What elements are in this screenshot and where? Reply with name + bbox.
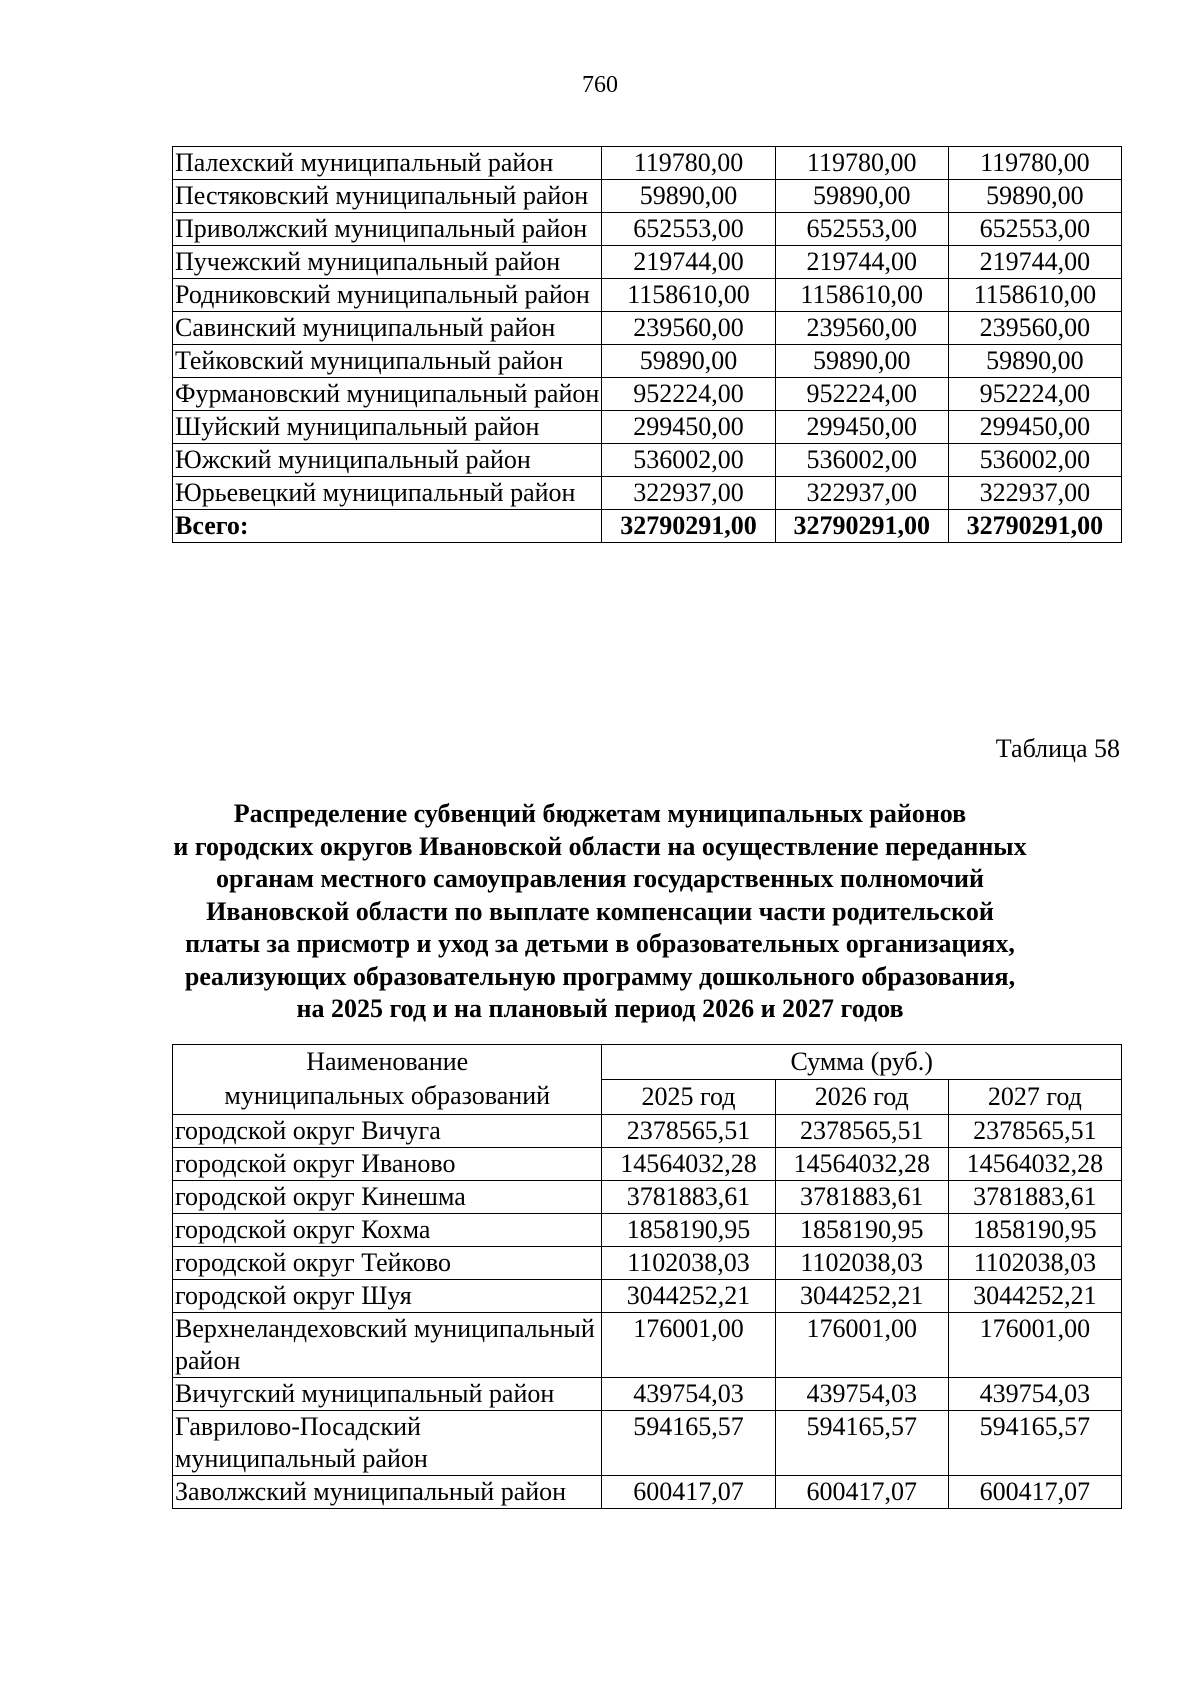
title-line: и городских округов Ивановской области на осуществление переданных (173, 831, 1027, 861)
table-top-continuation (172, 146, 1122, 543)
table-row (173, 510, 1122, 543)
value-cell: 239560,00 (775, 312, 948, 345)
header-name-line: муниципальных образований (224, 1081, 551, 1110)
row-name-cell: городской округ Иваново (173, 1148, 602, 1181)
value-cell: 1158610,00 (602, 279, 775, 312)
title-line: на 2025 год и на плановый период 2026 и 2027 годов (296, 994, 904, 1023)
table-row (173, 246, 1122, 279)
value-cell: 652553,00 (948, 213, 1121, 246)
row-name-cell: Вичугский муниципальный район (173, 1378, 602, 1411)
table-row (173, 1280, 1122, 1313)
row-name-cell: Фурмановский муниципальный район (173, 378, 602, 411)
value-cell: 176001,00 (602, 1313, 775, 1378)
value-cell: 652553,00 (775, 213, 948, 246)
title-line: платы за присмотр и уход за детьми в образовательных организациях, (185, 929, 1015, 958)
table-row (173, 312, 1122, 345)
table-row (173, 477, 1122, 510)
value-cell: 322937,00 (775, 477, 948, 510)
value-cell: 536002,00 (948, 444, 1121, 477)
value-cell: 1158610,00 (775, 279, 948, 312)
value-cell: 32790291,00 (948, 510, 1121, 543)
row-name-cell: Родниковский муниципальный район (173, 279, 602, 312)
value-cell: 176001,00 (775, 1313, 948, 1378)
row-name-cell: Заволжский муниципальный район (173, 1476, 602, 1509)
value-cell: 1858190,95 (775, 1214, 948, 1247)
value-cell: 439754,03 (775, 1378, 948, 1411)
value-cell: 536002,00 (775, 444, 948, 477)
value-cell: 219744,00 (775, 246, 948, 279)
row-name-cell: Верхнеландеховский муниципальный район (173, 1313, 602, 1378)
value-cell: 536002,00 (602, 444, 775, 477)
table-row (173, 147, 1122, 180)
value-cell: 952224,00 (775, 378, 948, 411)
value-cell: 3044252,21 (602, 1280, 775, 1313)
table-58 (172, 1044, 1122, 1509)
value-cell: 14564032,28 (948, 1148, 1121, 1181)
table-row (173, 1148, 1122, 1181)
value-cell: 59890,00 (775, 345, 948, 378)
value-cell: 119780,00 (775, 147, 948, 180)
header-year-cell: 2027 год (948, 1080, 1121, 1115)
value-cell: 219744,00 (602, 246, 775, 279)
table-row (173, 1313, 1122, 1378)
value-cell: 299450,00 (948, 411, 1121, 444)
value-cell: 594165,57 (948, 1411, 1121, 1476)
table-row (173, 279, 1122, 312)
value-cell: 3781883,61 (775, 1181, 948, 1214)
header-year-cell: 2025 год (602, 1080, 775, 1115)
table-caption: Таблица 58 (995, 734, 1120, 763)
row-name-cell: Приволжский муниципальный район (173, 213, 602, 246)
table-row (173, 345, 1122, 378)
value-cell: 439754,03 (948, 1378, 1121, 1411)
value-cell: 219744,00 (948, 246, 1121, 279)
table-row (173, 1115, 1122, 1148)
value-cell: 14564032,28 (602, 1148, 775, 1181)
value-cell: 1858190,95 (602, 1214, 775, 1247)
header-name-cell (173, 1045, 602, 1115)
value-cell: 2378565,51 (602, 1115, 775, 1148)
value-cell: 1858190,95 (948, 1214, 1121, 1247)
value-cell: 239560,00 (948, 312, 1121, 345)
value-cell: 652553,00 (602, 213, 775, 246)
row-name-cell: Пестяковский муниципальный район (173, 180, 602, 213)
value-cell: 299450,00 (775, 411, 948, 444)
title-line: реализующих образовательную программу дошкольного образования, (184, 961, 1016, 991)
value-cell: 322937,00 (948, 477, 1121, 510)
value-cell: 119780,00 (948, 147, 1121, 180)
value-cell: 14564032,28 (775, 1148, 948, 1181)
value-cell: 952224,00 (948, 378, 1121, 411)
row-name-cell: городской округ Шуя (173, 1280, 602, 1313)
row-name-cell: городской округ Кинешма (173, 1181, 602, 1214)
value-cell: 2378565,51 (775, 1115, 948, 1148)
row-name-cell: Южский муниципальный район (173, 444, 602, 477)
value-cell: 322937,00 (602, 477, 775, 510)
title-line: Ивановской области по выплате компенсации части родительской (206, 896, 994, 926)
row-name-cell: Шуйский муниципальный район (173, 411, 602, 444)
value-cell: 59890,00 (948, 180, 1121, 213)
value-cell: 176001,00 (948, 1313, 1121, 1378)
value-cell: 59890,00 (775, 180, 948, 213)
value-cell: 952224,00 (602, 378, 775, 411)
row-name-cell: городской округ Кохма (173, 1214, 602, 1247)
value-cell: 1158610,00 (948, 279, 1121, 312)
value-cell: 1102038,03 (948, 1247, 1121, 1280)
header-sum-cell: Сумма (руб.) (602, 1045, 1122, 1080)
value-cell: 2378565,51 (948, 1115, 1121, 1148)
row-name-cell: Пучежский муниципальный район (173, 246, 602, 279)
value-cell: 3044252,21 (948, 1280, 1121, 1313)
page-number: 760 (582, 72, 618, 98)
row-name-cell: Всего: (173, 510, 602, 543)
title-line: Распределение субвенций бюджетам муниципальных районов (233, 799, 967, 828)
value-cell: 32790291,00 (602, 510, 775, 543)
value-cell: 3044252,21 (775, 1280, 948, 1313)
value-cell: 1102038,03 (775, 1247, 948, 1280)
value-cell: 439754,03 (602, 1378, 775, 1411)
value-cell: 594165,57 (775, 1411, 948, 1476)
table-row (173, 1411, 1122, 1476)
value-cell: 3781883,61 (948, 1181, 1121, 1214)
row-name-cell: городской округ Тейково (173, 1247, 602, 1280)
value-cell: 59890,00 (602, 345, 775, 378)
value-cell: 600417,07 (775, 1476, 948, 1509)
table-row (173, 378, 1122, 411)
table-header-row (173, 1045, 1122, 1080)
table-row (173, 1181, 1122, 1214)
row-name-cell: Палехский муниципальный район (173, 147, 602, 180)
value-cell: 299450,00 (602, 411, 775, 444)
header-name-line: Наименование (306, 1047, 469, 1076)
row-name-cell: Тейковский муниципальный район (173, 345, 602, 378)
table-row (173, 213, 1122, 246)
row-name-cell: Савинский муниципальный район (173, 312, 602, 345)
table-row (173, 411, 1122, 444)
value-cell: 600417,07 (602, 1476, 775, 1509)
value-cell: 1102038,03 (602, 1247, 775, 1280)
table-row (173, 444, 1122, 477)
table-row (173, 1378, 1122, 1411)
value-cell: 594165,57 (602, 1411, 775, 1476)
row-name-cell: городской округ Вичуга (173, 1115, 602, 1148)
value-cell: 59890,00 (602, 180, 775, 213)
table-row (173, 1247, 1122, 1280)
value-cell: 32790291,00 (775, 510, 948, 543)
row-name-cell: Юрьевецкий муниципальный район (173, 477, 602, 510)
table-row (173, 1476, 1122, 1509)
value-cell: 600417,07 (948, 1476, 1121, 1509)
title-line: органам местного самоуправления государственных полномочий (215, 864, 984, 893)
document-title (120, 798, 1080, 1026)
row-name-cell: Гаврилово-Посадский муниципальный район (173, 1411, 602, 1476)
table-row (173, 1214, 1122, 1247)
value-cell: 59890,00 (948, 345, 1121, 378)
value-cell: 119780,00 (602, 147, 775, 180)
header-year-cell: 2026 год (775, 1080, 948, 1115)
value-cell: 239560,00 (602, 312, 775, 345)
value-cell: 3781883,61 (602, 1181, 775, 1214)
table-row (173, 180, 1122, 213)
